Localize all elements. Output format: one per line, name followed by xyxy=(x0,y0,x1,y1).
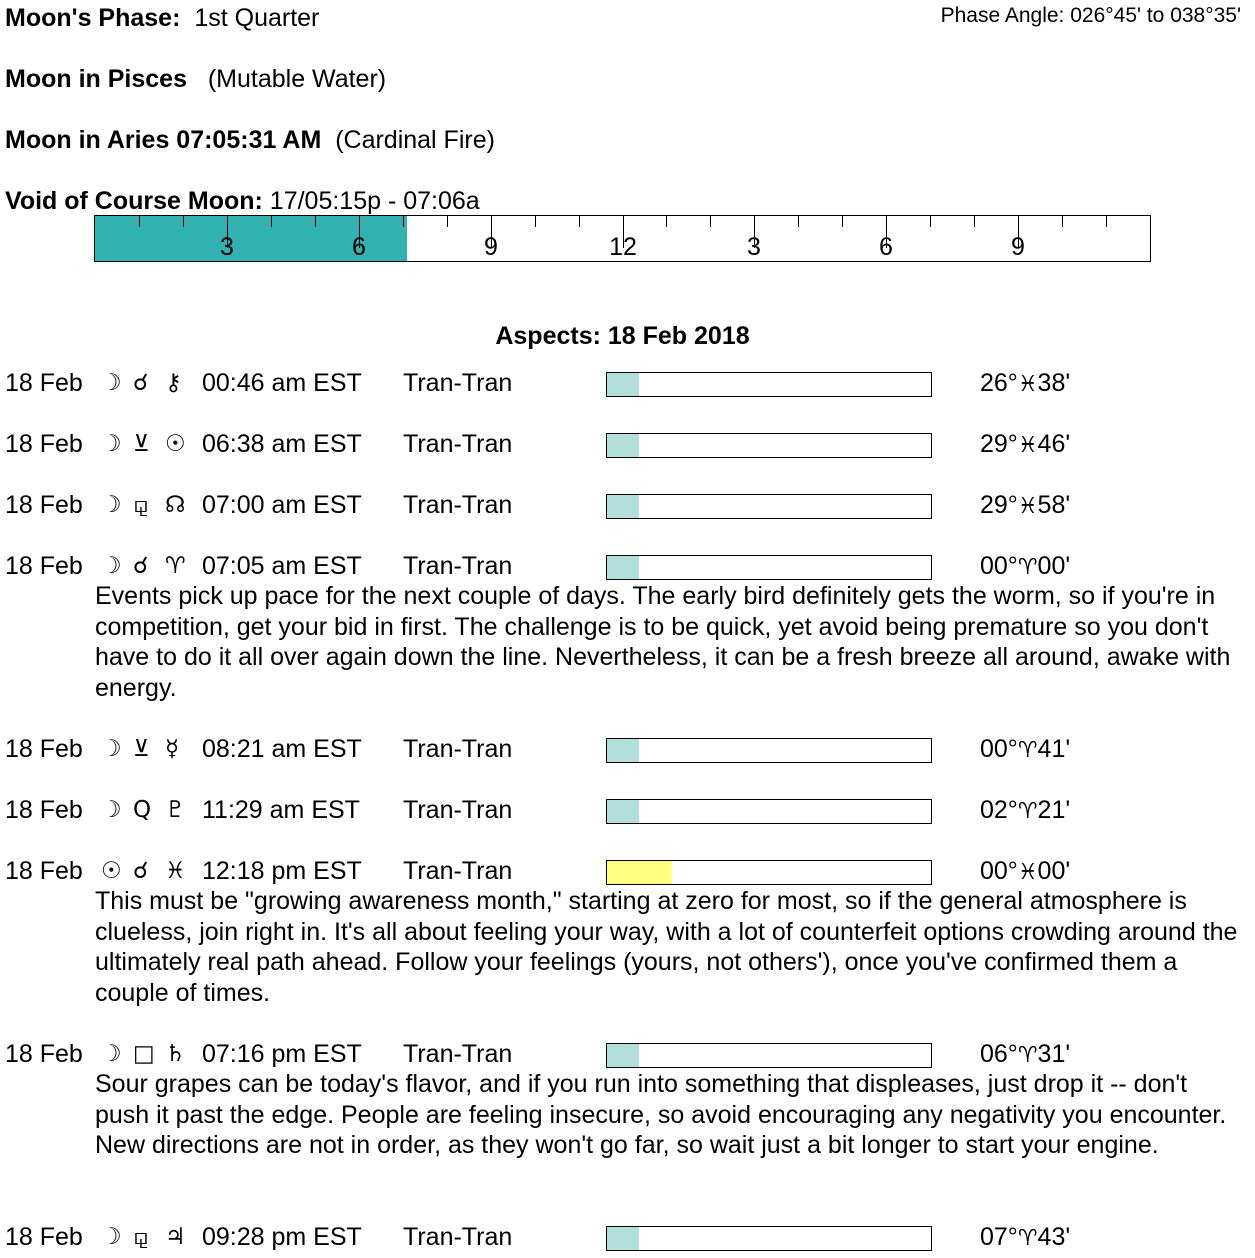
aspect-type: Tran-Tran xyxy=(403,552,513,580)
aspect-type: Tran-Tran xyxy=(403,430,513,458)
phase-angle: Phase Angle: 026°45' to 038°35' xyxy=(940,4,1241,27)
aspect-strength-bar xyxy=(606,738,932,763)
moon-ingress-element: (Cardinal Fire) xyxy=(335,126,495,154)
sun-icon: ☉ xyxy=(101,858,122,884)
aspect-type: Tran-Tran xyxy=(403,857,513,885)
void-of-course-line xyxy=(5,186,480,216)
aspect-date: 18 Feb xyxy=(5,1040,83,1068)
timeline-tick xyxy=(447,216,448,227)
timeline-tick xyxy=(315,216,316,227)
void-of-course-timeline xyxy=(94,215,1151,262)
aspect-time: 08:21 am EST xyxy=(202,735,362,763)
aspect-position: 02°♈21' xyxy=(980,796,1071,824)
pisces-icon: ♓ xyxy=(165,858,186,884)
aspect-interpretation: This must be "growing awareness month," starting at zero for most, so if the general atmosphere is clueless, join right in. It's all about feeling your way, with a lot of counterfeit options crowding around the ultimately real path ahead. Follow your feelings (yours, not others'), once you've confirmed them a couple of times. xyxy=(95,887,1238,1007)
aspect-strength-bar xyxy=(606,372,932,397)
moon-phase-label: Moon's Phase: xyxy=(5,4,181,32)
aspect-position: 00°♈41' xyxy=(980,735,1071,763)
aspect-interpretation: Events pick up pace for the next couple of days. The early bird definitely gets the worm, so if you're in competition, get your bid in first. The challenge is to be quick, yet avoid being premature so you don't have to do it all over again down the line. Nevertheless, it can be a fresh breeze all around, awake with energy. xyxy=(95,582,1231,702)
aspect-strength-fill xyxy=(607,1044,639,1067)
aspect-position: 00°♈00' xyxy=(980,552,1071,580)
timeline-tick xyxy=(139,216,140,227)
conjunction-icon: ☌ xyxy=(133,370,149,396)
aspect-date: 18 Feb xyxy=(5,552,83,580)
mercury-icon: ☿ xyxy=(165,736,180,762)
aspect-row xyxy=(0,1222,1255,1252)
aspect-glyphs xyxy=(101,856,197,886)
aspect-glyphs xyxy=(101,1039,197,1069)
aspect-type: Tran-Tran xyxy=(403,491,513,519)
aspect-position: 06°♈31' xyxy=(980,1040,1071,1068)
sun-icon: ☉ xyxy=(165,431,186,457)
semisextile-icon: ⊻ xyxy=(133,431,150,457)
moon-icon: ☽ xyxy=(101,431,122,457)
jupiter-icon: ♃ xyxy=(165,1224,186,1250)
aspect-row xyxy=(0,490,1255,520)
timeline-tick xyxy=(271,216,272,227)
semisextile-icon: ⊻ xyxy=(133,736,150,762)
moon-sign-line xyxy=(5,64,386,94)
moon-sign-label: Moon in Pisces xyxy=(5,65,187,93)
aspect-date: 18 Feb xyxy=(5,735,83,763)
aspects-title: Aspects: 18 Feb 2018 xyxy=(495,322,750,350)
aspect-date: 18 Feb xyxy=(5,857,83,885)
zodiac-sign-icon: ♓ xyxy=(1017,433,1038,458)
zodiac-sign-icon: ♓ xyxy=(1017,372,1038,397)
aspect-time: 07:16 pm EST xyxy=(202,1040,362,1068)
moon-phase-line xyxy=(5,3,319,33)
aspect-row xyxy=(0,429,1255,459)
aspect-strength-fill xyxy=(607,800,639,823)
aspect-time: 12:18 pm EST xyxy=(202,857,362,885)
aspect-strength-bar xyxy=(606,1043,932,1068)
aspect-type: Tran-Tran xyxy=(403,369,513,397)
sesquiquadrate-icon: ⚼ xyxy=(133,492,149,518)
moon-icon: ☽ xyxy=(101,736,122,762)
zodiac-sign-icon: ♈ xyxy=(1017,555,1038,580)
zodiac-sign-icon: ♈ xyxy=(1017,738,1038,763)
pluto-icon: ♇ xyxy=(165,797,186,823)
timeline-hour-label: 3 xyxy=(747,233,761,261)
timeline-tick xyxy=(798,216,799,227)
aspect-strength-fill xyxy=(607,556,639,579)
aspect-type: Tran-Tran xyxy=(403,1040,513,1068)
moon-icon: ☽ xyxy=(101,1041,122,1067)
moon-icon: ☽ xyxy=(101,797,122,823)
aspect-interpretation: Sour grapes can be today's flavor, and if you run into something that displeases, just drop it -- don't push it past the edge. People are feeling insecure, so avoid encouraging any negativity you encounter. New directions are not in order, as they won't go far, so wait just a bit longer to start your engine. xyxy=(95,1070,1227,1159)
timeline-tick xyxy=(535,216,536,227)
aspect-type: Tran-Tran xyxy=(403,735,513,763)
timeline-hour-label: 3 xyxy=(220,233,234,261)
zodiac-sign-icon: ♈ xyxy=(1017,1226,1038,1251)
aspect-strength-bar xyxy=(606,1226,932,1251)
aspect-strength-bar xyxy=(606,799,932,824)
conjunction-icon: ☌ xyxy=(133,858,149,884)
aspect-row xyxy=(0,856,1255,886)
north-node-icon: ☊ xyxy=(165,492,186,518)
aspect-date: 18 Feb xyxy=(5,491,83,519)
moon-phase-value: 1st Quarter xyxy=(194,4,320,32)
aspect-row xyxy=(0,551,1255,581)
aspect-position: 26°♓38' xyxy=(980,369,1071,397)
aspect-strength-fill xyxy=(607,1227,639,1250)
saturn-icon: ♄ xyxy=(165,1041,186,1067)
aspect-glyphs xyxy=(101,1222,197,1252)
aspect-time: 00:46 am EST xyxy=(202,369,362,397)
zodiac-sign-icon: ♓ xyxy=(1017,860,1038,885)
aspect-type: Tran-Tran xyxy=(403,1223,513,1251)
timeline-tick xyxy=(710,216,711,227)
aspect-date: 18 Feb xyxy=(5,1223,83,1251)
moon-icon: ☽ xyxy=(101,492,122,518)
aspect-type: Tran-Tran xyxy=(403,796,513,824)
aspect-strength-bar xyxy=(606,494,932,519)
aspect-strength-fill xyxy=(607,861,672,884)
moon-icon: ☽ xyxy=(101,370,122,396)
aspect-glyphs xyxy=(101,795,197,825)
timeline-tick xyxy=(974,216,975,227)
timeline-tick xyxy=(842,216,843,227)
aspect-strength-fill xyxy=(607,739,639,762)
aspect-glyphs xyxy=(101,490,197,520)
timeline-tick xyxy=(1106,216,1107,227)
aspect-position: 00°♓00' xyxy=(980,857,1071,885)
timeline-hour-label: 6 xyxy=(879,233,893,261)
aspect-row xyxy=(0,1039,1255,1069)
quintile-icon: Q xyxy=(133,797,152,823)
aspect-date: 18 Feb xyxy=(5,369,83,397)
aspect-glyphs xyxy=(101,368,197,398)
aspect-strength-bar xyxy=(606,555,932,580)
aspect-strength-fill xyxy=(607,373,639,396)
chiron-icon: ⚷ xyxy=(165,370,182,396)
timeline-hour-label: 9 xyxy=(484,233,498,261)
aspect-row xyxy=(0,734,1255,764)
moon-ingress-line xyxy=(5,125,495,155)
aspect-position: 29°♓46' xyxy=(980,430,1071,458)
aspect-time: 11:29 am EST xyxy=(202,796,360,824)
square-icon: □ xyxy=(133,1041,155,1067)
timeline-tick xyxy=(930,216,931,227)
moon-icon: ☽ xyxy=(101,1224,122,1250)
timeline-tick xyxy=(1062,216,1063,227)
timeline-hour-label: 9 xyxy=(1011,233,1025,261)
aspect-time: 06:38 am EST xyxy=(202,430,362,458)
voc-value: 17/05:15p - 07:06a xyxy=(269,187,480,215)
zodiac-sign-icon: ♈ xyxy=(1017,1043,1038,1068)
aspect-glyphs xyxy=(101,734,197,764)
timeline-tick xyxy=(666,216,667,227)
conjunction-icon: ☌ xyxy=(133,553,149,579)
timeline-tick xyxy=(579,216,580,227)
zodiac-sign-icon: ♈ xyxy=(1017,799,1038,824)
timeline-hour-label: 12 xyxy=(609,233,637,261)
aspect-strength-bar xyxy=(606,860,932,885)
sesquiquadrate-icon: ⚼ xyxy=(133,1224,149,1250)
moon-sign-element: (Mutable Water) xyxy=(207,65,387,93)
zodiac-sign-icon: ♓ xyxy=(1017,494,1038,519)
timeline-hour-label: 6 xyxy=(352,233,366,261)
aspect-position: 07°♈43' xyxy=(980,1223,1071,1251)
aspect-glyphs xyxy=(101,429,197,459)
aspect-strength-fill xyxy=(607,434,639,457)
aspect-date: 18 Feb xyxy=(5,430,83,458)
aspect-strength-fill xyxy=(607,495,639,518)
moon-icon: ☽ xyxy=(101,553,122,579)
timeline-tick xyxy=(183,216,184,227)
aspect-date: 18 Feb xyxy=(5,796,83,824)
aspect-position: 29°♓58' xyxy=(980,491,1071,519)
aspect-row xyxy=(0,368,1255,398)
aspect-time: 07:00 am EST xyxy=(202,491,362,519)
voc-label: Void of Course Moon: xyxy=(5,187,263,215)
aspect-glyphs xyxy=(101,551,197,581)
timeline-tick xyxy=(403,216,404,227)
aspect-row xyxy=(0,795,1255,825)
aspect-strength-bar xyxy=(606,433,932,458)
aspect-time: 07:05 am EST xyxy=(202,552,362,580)
moon-ingress-label: Moon in Aries 07:05:31 AM xyxy=(5,126,322,154)
aries-icon: ♈ xyxy=(165,553,186,579)
aspect-time: 09:28 pm EST xyxy=(202,1223,362,1251)
